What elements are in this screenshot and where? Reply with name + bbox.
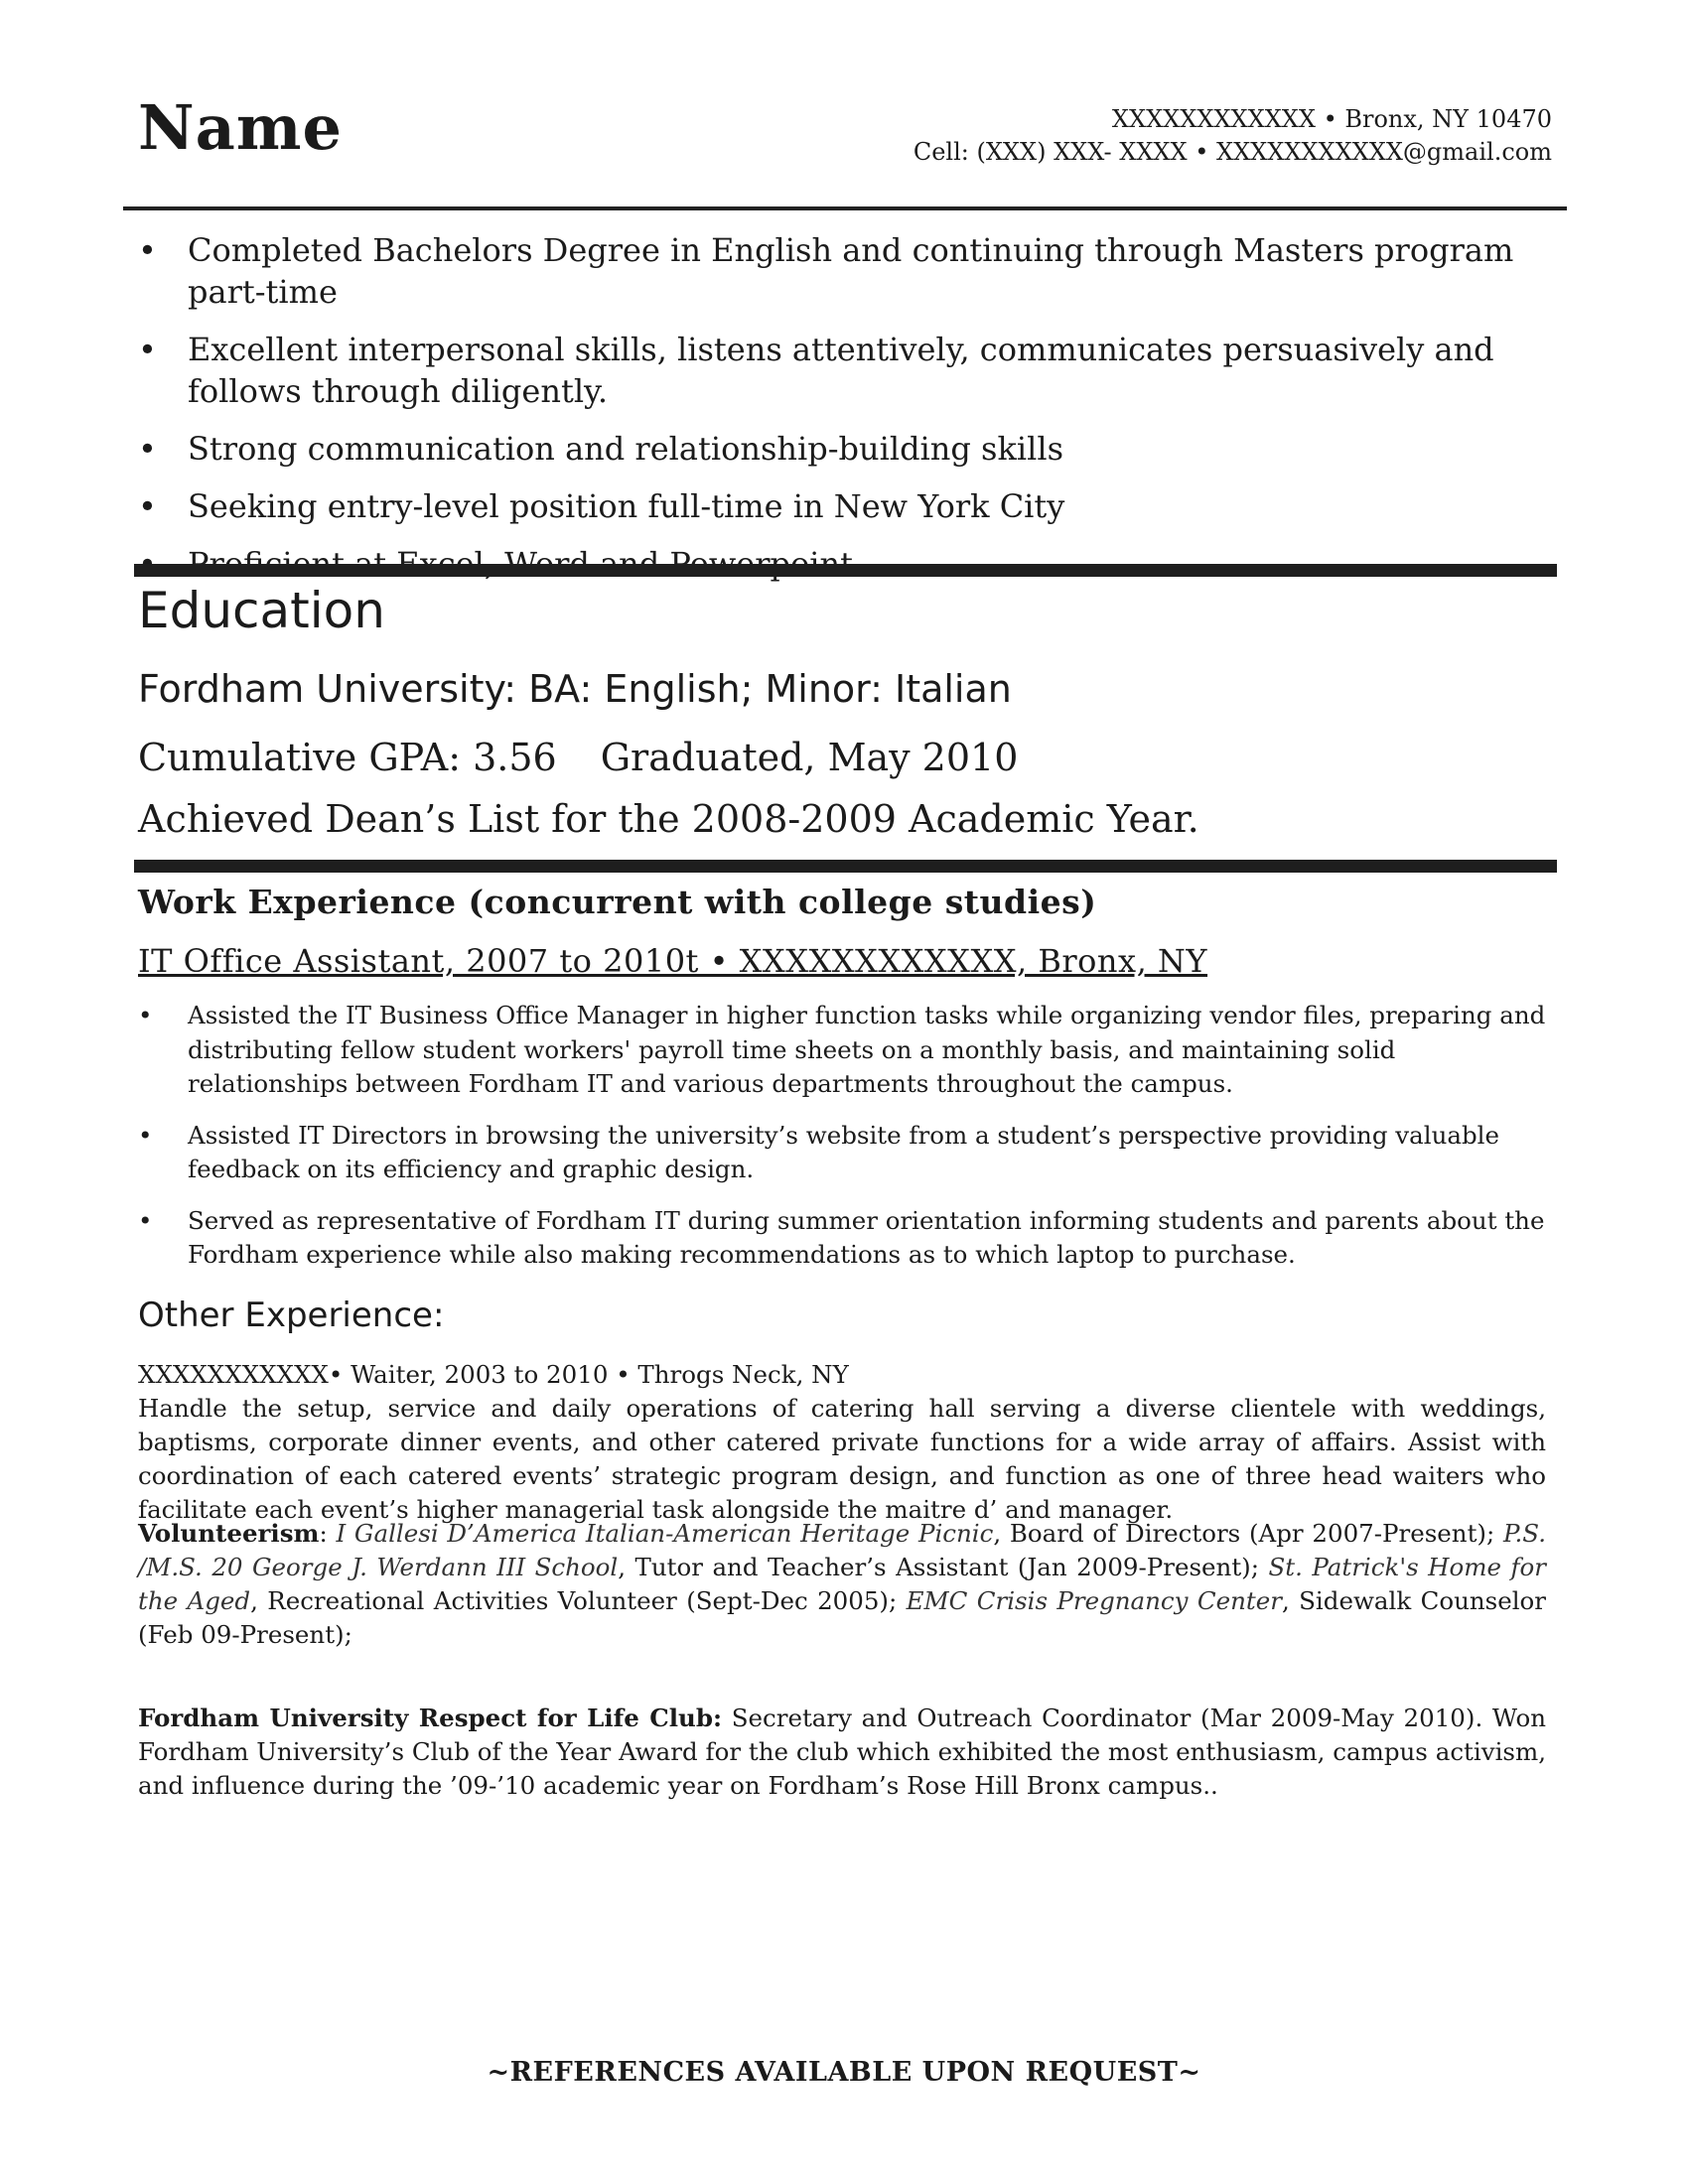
summary-list: [138, 229, 1528, 601]
education-gpa-line: [138, 738, 1018, 779]
section-divider: [134, 860, 1557, 873]
phone-email-line: Cell: (XXX) XXX- XXXX • XXXXXXXXXXX@gmail.com: [913, 138, 1552, 166]
waiter-description: Handle the setup, service and daily operations of catering hall serving a diverse clientele with weddings, baptisms, corporate dinner events, and other catered private functions for a wide array of affairs. Assist with coordination of each catered events’ strategic program design, and function as one of three head waiters who facilitate each event’s higher managerial task alongside the maitre d’ and manager.: [138, 1394, 1546, 1524]
summary-item: • Strong communication and relationship-building skills: [138, 430, 1063, 468]
waiter-entry: [138, 1358, 1546, 1527]
waiter-heading: XXXXXXXXXXX• Waiter, 2003 to 2010 • Throgs Neck, NY: [138, 1360, 849, 1389]
club-entry: [138, 1702, 1546, 1803]
volunteer-org: I Gallesi D’America Italian-American Heritage Picnic: [336, 1519, 994, 1548]
volunteer-org: St. Patrick's Home for the Aged: [138, 1553, 1546, 1615]
work-item: • Served as representative of Fordham IT during summer orientation informing students and parents about the Fordham experience while also making recommendations as to which laptop to purchase.: [138, 1205, 1545, 1269]
address-line: XXXXXXXXXXXX • Bronx, NY 10470: [1111, 105, 1552, 133]
bullet-icon: •: [138, 1001, 153, 1029]
volunteerism-entry: Volunteerism: I Gallesi D’America Italian-American Heritage Picnic, Board of Directors (Apr 2007-Present); P.S. /M.S. 20 George J. Werdann III School, Tutor and Teacher’s Assistant (Jan 2009-Present); St. Patrick's Home for the Aged, Recreational Activities Volunteer (Sept-Dec 2005); EMC Crisis Pregnancy Center, Sidewalk Counselor (Feb 09-Present);: [138, 1519, 1547, 1649]
education-honors: Achieved Dean’s List for the 2008-2009 Academic Year.: [138, 797, 1199, 841]
summary-item: • Completed Bachelors Degree in English and continuing through Masters program part-time: [138, 231, 1514, 311]
header-divider: [123, 206, 1567, 210]
education-degree: Fordham University: BA: English; Minor: Italian: [138, 667, 1012, 711]
work-heading: Work Experience (concurrent with college studies): [138, 883, 1097, 921]
volunteer-org: EMC Crisis Pregnancy Center: [906, 1586, 1282, 1615]
section-divider: [134, 564, 1557, 577]
job-title: IT Office Assistant, 2007 to 2010t • XXXXXXXXXXXX, Bronx, NY: [138, 942, 1208, 980]
work-item: • Assisted IT Directors in browsing the university’s website from a student’s perspective providing valuable feedback on its efficiency and graphic design.: [138, 1120, 1499, 1183]
work-bullets: [138, 999, 1548, 1290]
contact-block: [914, 103, 1552, 169]
summary-item: • Seeking entry-level position full-time in New York City: [138, 487, 1065, 525]
bullet-icon: •: [138, 1205, 153, 1235]
bullet-icon: •: [138, 331, 157, 368]
club-label: Fordham University Respect for Life Club:: [138, 1704, 723, 1732]
bullet-icon: •: [138, 1120, 153, 1150]
volunteer-org: P.S. /M.S. 20 George J. Werdann III School: [138, 1519, 1546, 1581]
education-heading: Education: [138, 582, 385, 639]
other-experience-heading: Other Experience:: [138, 1296, 445, 1335]
bullet-icon: •: [138, 487, 157, 525]
work-item: • Assisted the IT Business Office Manager in higher function tasks while organizing vendor files, preparing and distributing fellow student workers' payroll time sheets on a monthly basis, and maintaining solid relationships between Fordham IT and various departments throughout the campus.: [138, 1001, 1546, 1098]
references-footer: ~REFERENCES AVAILABLE UPON REQUEST~: [487, 2057, 1201, 2088]
volunteerism-label: Volunteerism: [138, 1519, 320, 1548]
graduation-date: Graduated, May 2010: [600, 736, 1019, 779]
gpa: Cumulative GPA: 3.56: [138, 736, 557, 779]
club-description: Secretary and Outreach Coordinator (Mar 2009-May 2010). Won Fordham University’s Club of the Year Award for the club which exhibited the most enthusiasm, campus activism, and influence during the ’09-’10 academic year on Fordham’s Rose Hill Bronx campus..: [138, 1704, 1546, 1800]
applicant-name: Name: [138, 91, 343, 164]
bullet-icon: •: [138, 430, 157, 468]
summary-item: • Excellent interpersonal skills, listens attentively, communicates persuasively and follows through diligently.: [138, 331, 1494, 410]
bullet-icon: •: [138, 231, 157, 269]
